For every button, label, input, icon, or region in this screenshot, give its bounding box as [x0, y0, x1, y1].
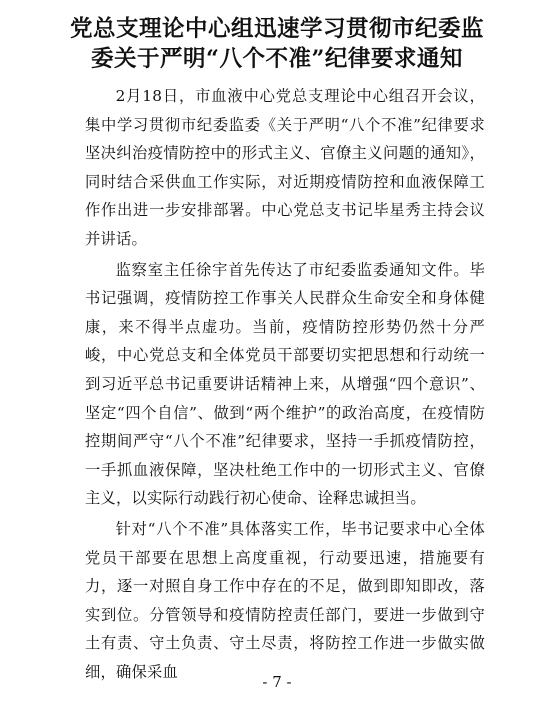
- paragraph-2: 监察室主任徐宇首先传达了市纪委监委通知文件。毕书记强调，疫情防控工作事关人民群众生命安全和身体健康，来不得半点虚功。当前，疫情防控形势仍然十分严峻，中心党总支和全体党员干部要切实把思想和行动统一到习近平总书记重要讲话精神上来，从增强“四个意识”、坚定“四个自信”、做到“两个维护”的政治高度，在疫情防控期间严守“八个不准”纪律要求，坚持一手抓疫情防控，一手抓血液保障，坚决杜绝工作中的一切形式主义、官僚主义，以实际行动践行初心使命、诠释忠诚担当。: [85, 260, 485, 508]
- page-number: - 7 -: [262, 673, 292, 691]
- title-line-2: 委关于严明“八个不准”纪律要求通知: [91, 46, 463, 72]
- paragraph-1: 2月18日，市血液中心党总支理论中心组召开会议，集中学习贯彻市纪委监委《关于严明“八个不准”纪律要求坚决纠治疫情防控中的形式主义、官僚主义问题的通知》，同时结合采供血工作实际，对近期疫情防控和血液保障工作作出进一步安排部署。中心党总支书记毕星秀主持会议并讲话。: [85, 87, 485, 248]
- title-line-1: 党总支理论中心组迅速学习贯彻市纪委监: [69, 16, 484, 42]
- document-body: [85, 82, 485, 686]
- document-title: [50, 14, 504, 74]
- paragraph-3: 针对“八个不准”具体落实工作，毕书记要求中心全体党员干部要在思想上高度重视，行动要迅速，措施要有力，逐一对照自身工作中存在的不足，做到即知即改，落实到位。分管领导和疫情防控责任部门，要进一步做到守土有责、守土负责、守土尽责，将防控工作进一步做实做细，确保采血: [85, 519, 485, 681]
